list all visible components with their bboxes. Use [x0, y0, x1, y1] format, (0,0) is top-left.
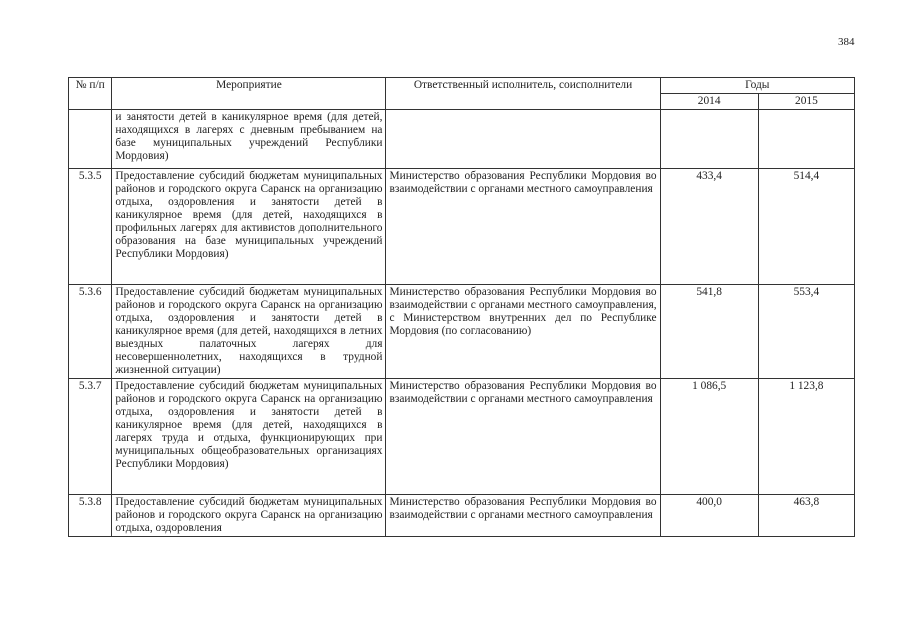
row-value-2014: 433,4: [660, 169, 758, 285]
row-event: Предоставление субсидий бюджетам муниципальных районов и городского округа Саранск на организацию отдыха, оздоровления: [112, 495, 386, 537]
row-num: 5.3.7: [69, 379, 112, 495]
row-num: 5.3.8: [69, 495, 112, 537]
row-event: и занятости детей в каникулярное время (для детей, находящихся в лагерях с дневным пребыванием на базе муниципальных учреждений Республики Мордовия): [112, 110, 386, 169]
header-year-2015: 2015: [758, 94, 854, 110]
page-number: 384: [838, 36, 855, 48]
table-row: [69, 169, 855, 285]
row-value-2015: 514,4: [758, 169, 854, 285]
header-years: Годы: [660, 78, 854, 94]
row-value-2015: 1 123,8: [758, 379, 854, 495]
row-value-2014: 541,8: [660, 285, 758, 379]
header-executor: Ответственный исполнитель, соисполнители: [386, 78, 660, 110]
table-header-row: [69, 78, 855, 94]
header-year-2014: 2014: [660, 94, 758, 110]
activities-table: [68, 77, 855, 537]
table-row: [69, 495, 855, 537]
table-row: [69, 285, 855, 379]
row-value-2015: [758, 110, 854, 169]
row-num: 5.3.6: [69, 285, 112, 379]
row-event: Предоставление субсидий бюджетам муниципальных районов и городского округа Саранск на организацию отдыха, оздоровления и занятости детей в каникулярное время (для детей, находящихся в профильных лагерях для активистов дополнительного образования на базе муниципальных учреждений Республики Мордовия): [112, 169, 386, 285]
row-event: Предоставление субсидий бюджетам муниципальных районов и городского округа Саранск на организацию отдыха, оздоровления и занятости детей в каникулярное время (для детей, находящихся в летних выездных палаточных лагерях для несовершеннолетних, находящихся в трудной жизненной ситуации): [112, 285, 386, 379]
header-event: Мероприятие: [112, 78, 386, 110]
table-row: [69, 379, 855, 495]
row-value-2014: 400,0: [660, 495, 758, 537]
row-executor: Министерство образования Республики Мордовия во взаимодействии с органами местного самоуправления, с Министерством внутренних дел по Республике Мордовия (по согласованию): [386, 285, 660, 379]
row-executor: [386, 110, 660, 169]
row-executor: Министерство образования Республики Мордовия во взаимодействии с органами местного самоуправления: [386, 379, 660, 495]
row-executor: Министерство образования Республики Мордовия во взаимодействии с органами местного самоуправления: [386, 495, 660, 537]
table-row: [69, 110, 855, 169]
row-value-2015: 553,4: [758, 285, 854, 379]
row-value-2014: [660, 110, 758, 169]
row-executor: Министерство образования Республики Мордовия во взаимодействии с органами местного самоуправления: [386, 169, 660, 285]
row-event: Предоставление субсидий бюджетам муниципальных районов и городского округа Саранск на организацию отдыха, оздоровления и занятости детей в каникулярное время (для детей, находящихся в лагерях труда и отдыха, функционирующих при муниципальных общеобразовательных организациях Республики Мордовия): [112, 379, 386, 495]
row-value-2014: 1 086,5: [660, 379, 758, 495]
header-num: № п/п: [69, 78, 112, 110]
row-num: 5.3.5: [69, 169, 112, 285]
row-num: [69, 110, 112, 169]
row-value-2015: 463,8: [758, 495, 854, 537]
